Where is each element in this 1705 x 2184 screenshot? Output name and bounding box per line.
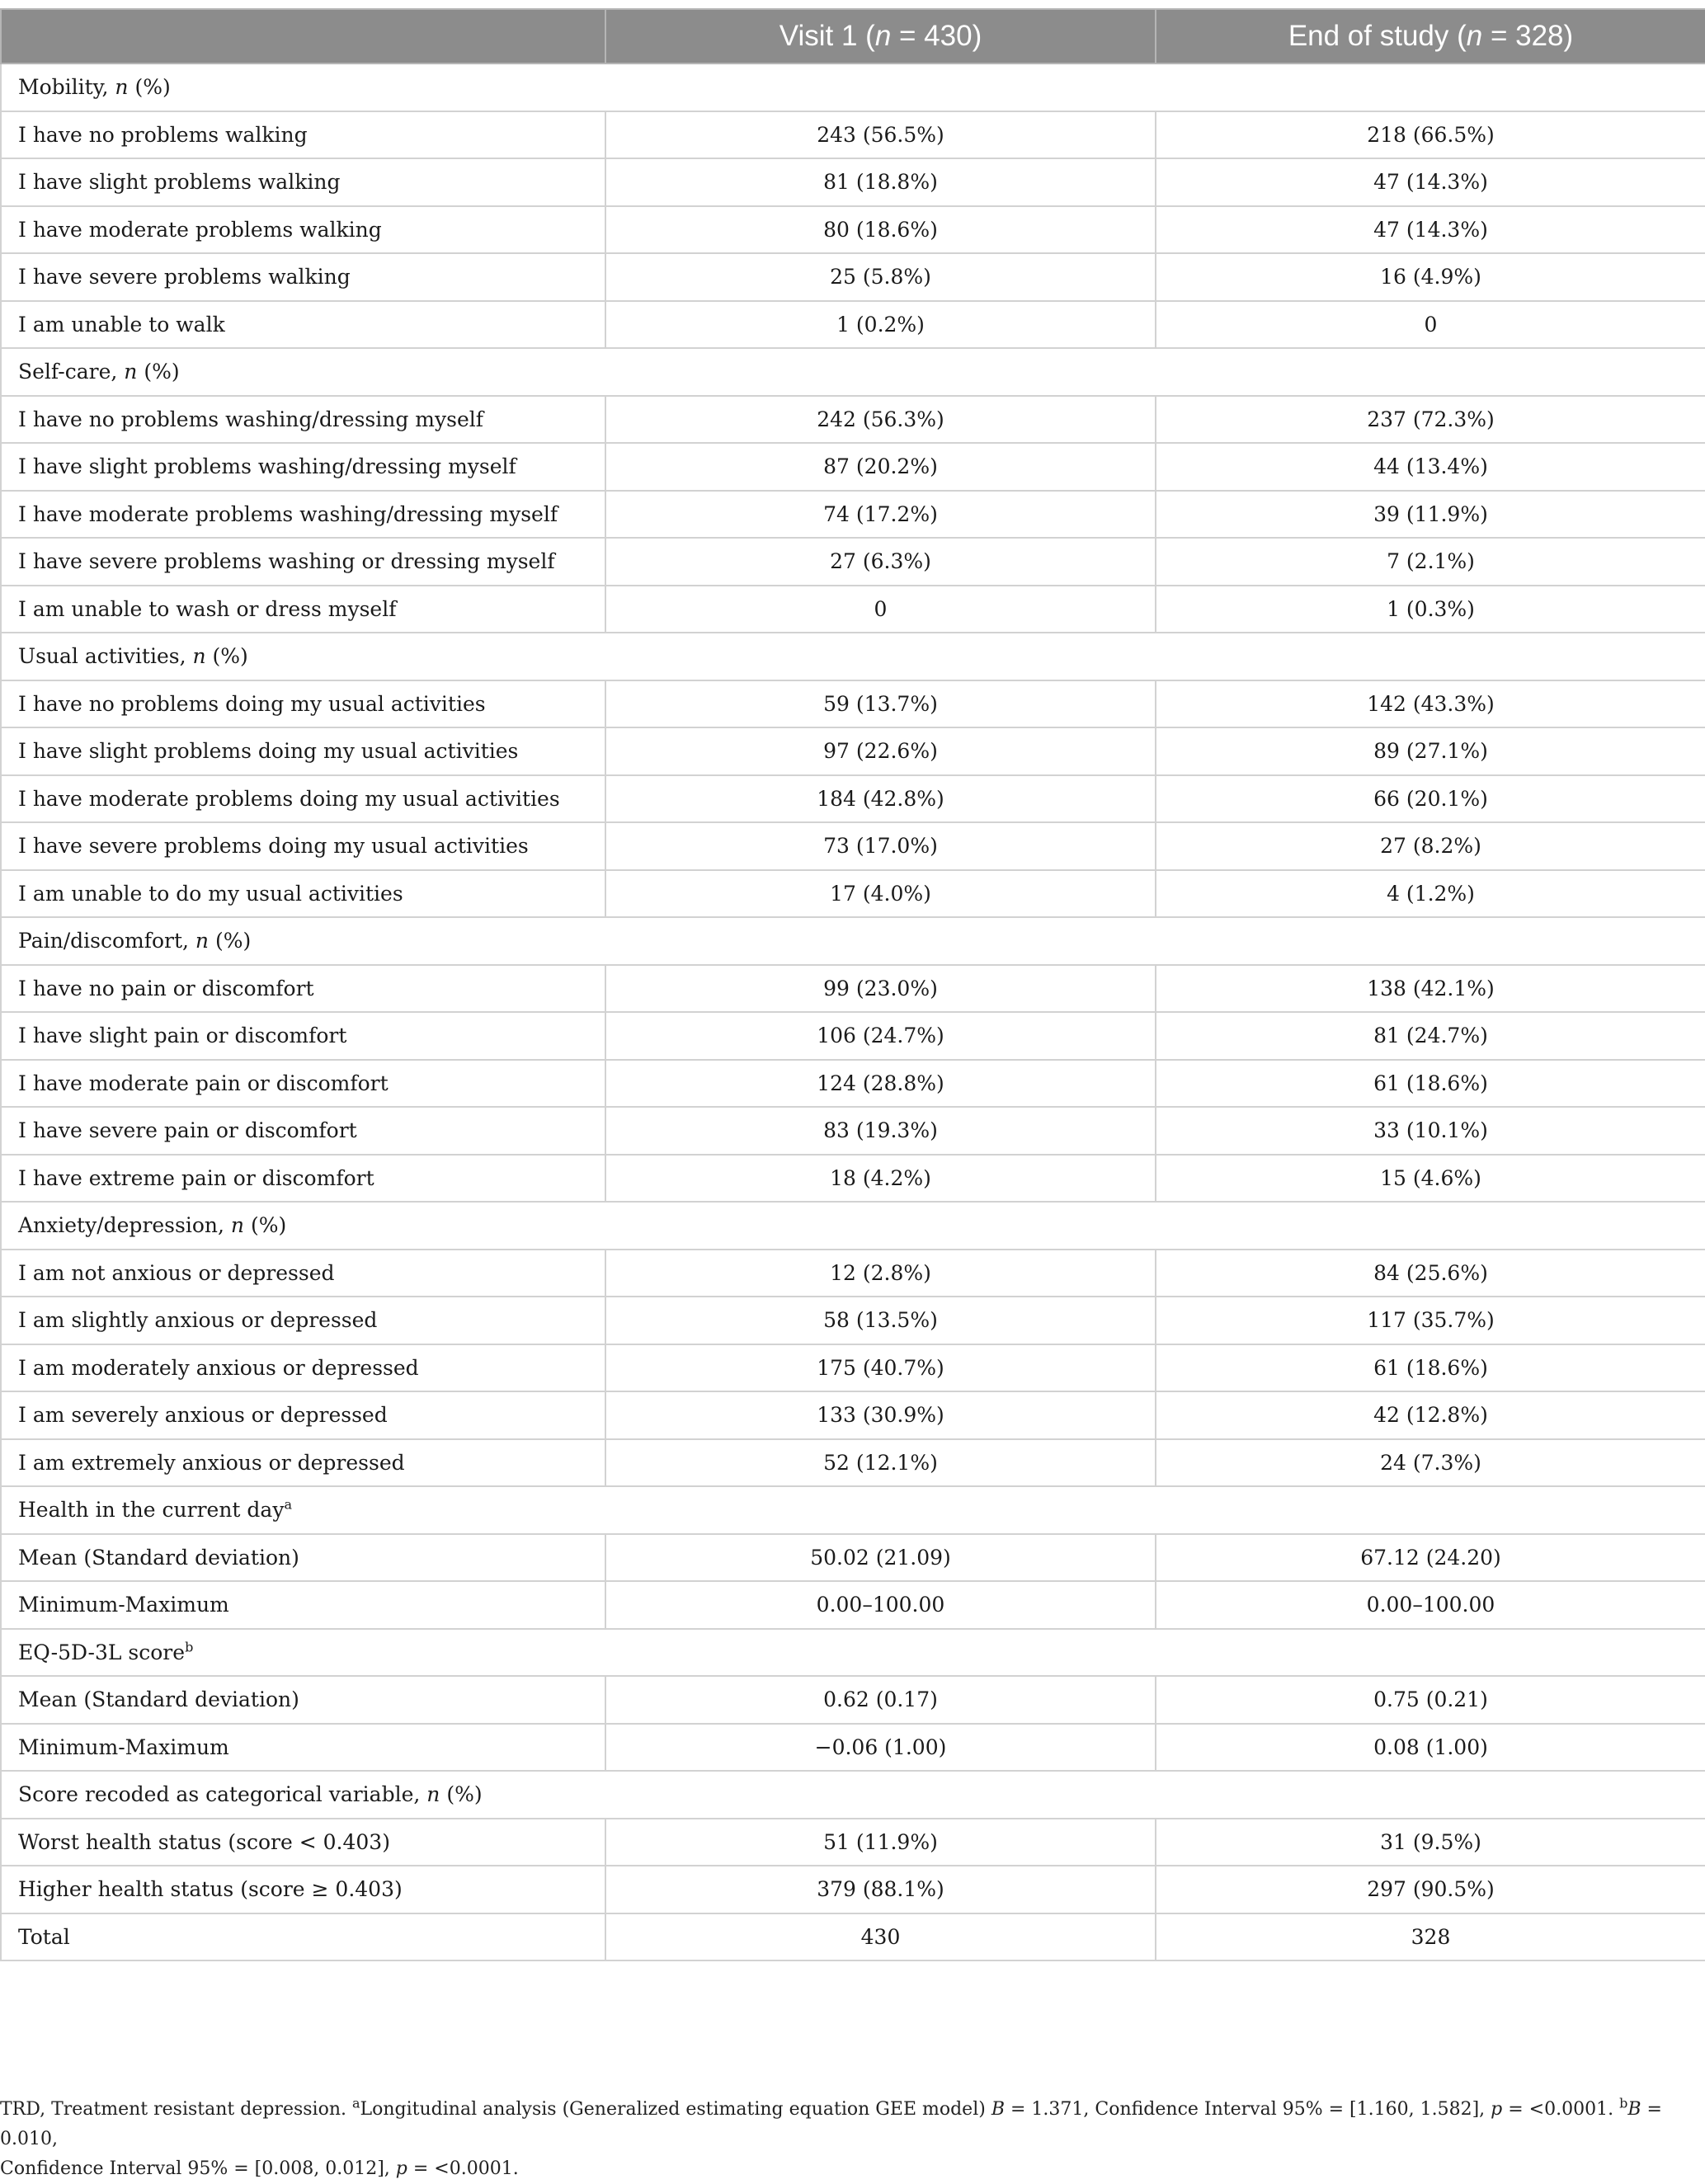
section-title-italic: n [426, 1782, 440, 1807]
end-of-study-value: 24 (7.3%) [1156, 1439, 1705, 1487]
row-label: Mean (Standard deviation) [1, 1534, 605, 1582]
footnote-text: Confidence Interval 95% = [0.008, 0.012], [0, 2158, 396, 2179]
row-label: Higher health status (score ≥ 0.403) [1, 1866, 605, 1913]
row-label: I am not anxious or depressed [1, 1250, 605, 1297]
row-label: I have moderate problems doing my usual activities [1, 775, 605, 823]
end-of-study-value: 47 (14.3%) [1156, 206, 1705, 254]
section-title [1, 1202, 1705, 1250]
end-of-study-value: 328 [1156, 1913, 1705, 1961]
section-header-row [1, 1771, 1705, 1819]
visit1-value: 106 (24.7%) [605, 1012, 1156, 1060]
end-of-study-value: 297 (90.5%) [1156, 1866, 1705, 1913]
header-end-n: n [1466, 20, 1483, 52]
visit1-value: 0.00–100.00 [605, 1581, 1156, 1629]
footnote-line-1 [0, 2095, 1705, 2154]
header-end-prefix: End of study ( [1288, 20, 1467, 52]
footnote-text: = 0.010, [0, 2099, 1662, 2149]
section-title-italic: n [124, 360, 138, 384]
visit1-value: 80 (18.6%) [605, 206, 1156, 254]
end-of-study-value: 89 (27.1%) [1156, 727, 1705, 775]
section-title-text: Usual activities, [18, 644, 193, 669]
row-label: I have slight problems washing/dressing myself [1, 443, 605, 491]
header-end-suffix: = 328) [1482, 20, 1574, 52]
table-row [1, 727, 1705, 775]
table-row [1, 538, 1705, 586]
section-title-italic: n [195, 929, 210, 953]
row-label: I have slight problems walking [1, 158, 605, 206]
table-row [1, 1724, 1705, 1772]
section-title-suffix: (%) [440, 1782, 483, 1807]
section-title-italic: n [192, 644, 206, 669]
table-row [1, 680, 1705, 728]
end-of-study-value: 16 (4.9%) [1156, 253, 1705, 301]
section-title-text: Anxiety/depression, [18, 1213, 231, 1238]
visit1-value: 50.02 (21.09) [605, 1534, 1156, 1582]
section-title-italic: n [230, 1213, 244, 1238]
visit1-value: 124 (28.8%) [605, 1060, 1156, 1108]
section-title-text: Mobility, [18, 75, 115, 100]
end-of-study-value: 47 (14.3%) [1156, 158, 1705, 206]
visit1-value: 0 [605, 586, 1156, 633]
eq5d-table [0, 8, 1705, 1961]
end-of-study-value: 84 (25.6%) [1156, 1250, 1705, 1297]
visit1-value: 52 (12.1%) [605, 1439, 1156, 1487]
header-visit1-n: n [874, 20, 892, 52]
row-label: I am unable to walk [1, 301, 605, 349]
table-row [1, 301, 1705, 349]
end-of-study-value: 142 (43.3%) [1156, 680, 1705, 728]
row-label: I have no problems walking [1, 111, 605, 159]
table-row [1, 1913, 1705, 1961]
end-of-study-value: 7 (2.1%) [1156, 538, 1705, 586]
header-visit1 [605, 9, 1156, 64]
table-row [1, 1012, 1705, 1060]
visit1-value: 430 [605, 1913, 1156, 1961]
visit1-value: 175 (40.7%) [605, 1344, 1156, 1392]
table-row [1, 1250, 1705, 1297]
row-label: I have severe pain or discomfort [1, 1107, 605, 1155]
row-label: I am unable to do my usual activities [1, 870, 605, 918]
end-of-study-value: 0.75 (0.21) [1156, 1676, 1705, 1724]
row-label: Worst health status (score < 0.403) [1, 1819, 605, 1866]
table-row [1, 253, 1705, 301]
footnote-text: Longitudinal analysis (Generalized estimating equation GEE model) [360, 2099, 991, 2120]
row-label: I have no pain or discomfort [1, 965, 605, 1013]
visit1-value: 12 (2.8%) [605, 1250, 1156, 1297]
footnote-sup-a: a [351, 2095, 360, 2111]
visit1-value: 242 (56.3%) [605, 396, 1156, 444]
table-row [1, 1344, 1705, 1392]
row-label: I have slight pain or discomfort [1, 1012, 605, 1060]
visit1-value: 18 (4.2%) [605, 1155, 1156, 1203]
visit1-value: 59 (13.7%) [605, 680, 1156, 728]
row-label: I have severe problems doing my usual activities [1, 822, 605, 870]
table-row [1, 1107, 1705, 1155]
end-of-study-value: 218 (66.5%) [1156, 111, 1705, 159]
visit1-value: 0.62 (0.17) [605, 1676, 1156, 1724]
visit1-value: 81 (18.8%) [605, 158, 1156, 206]
table-row [1, 158, 1705, 206]
section-title [1, 64, 1705, 111]
section-header-row [1, 1629, 1705, 1677]
end-of-study-value: 42 (12.8%) [1156, 1391, 1705, 1439]
footnote-line-2 [0, 2154, 1705, 2184]
end-of-study-value: 67.12 (24.20) [1156, 1534, 1705, 1582]
visit1-value: 27 (6.3%) [605, 538, 1156, 586]
visit1-value: 73 (17.0%) [605, 822, 1156, 870]
visit1-value: 1 (0.2%) [605, 301, 1156, 349]
row-label: I am unable to wash or dress myself [1, 586, 605, 633]
header-row [1, 9, 1705, 64]
table-row [1, 396, 1705, 444]
header-end-of-study [1156, 9, 1705, 64]
end-of-study-value: 27 (8.2%) [1156, 822, 1705, 870]
eq5d-table-container [0, 8, 1705, 1961]
end-of-study-value: 61 (18.6%) [1156, 1060, 1705, 1108]
table-row [1, 1866, 1705, 1913]
end-of-study-value: 44 (13.4%) [1156, 443, 1705, 491]
header-visit1-suffix: = 430) [891, 20, 982, 52]
end-of-study-value: 4 (1.2%) [1156, 870, 1705, 918]
end-of-study-value: 0.08 (1.00) [1156, 1724, 1705, 1772]
footnote-italic-p: p [395, 2158, 407, 2179]
visit1-value: 243 (56.5%) [605, 111, 1156, 159]
table-row [1, 1155, 1705, 1203]
section-header-row [1, 348, 1705, 396]
header-empty-cell [1, 9, 605, 64]
section-title-suffix: (%) [205, 644, 248, 669]
row-label: Minimum-Maximum [1, 1724, 605, 1772]
table-row [1, 1676, 1705, 1724]
table-row [1, 1819, 1705, 1866]
end-of-study-value: 31 (9.5%) [1156, 1819, 1705, 1866]
visit1-value: 97 (22.6%) [605, 727, 1156, 775]
footnote-italic-p: p [1491, 2099, 1503, 2120]
end-of-study-value: 1 (0.3%) [1156, 586, 1705, 633]
row-label: I am severely anxious or depressed [1, 1391, 605, 1439]
table-row [1, 1391, 1705, 1439]
footnote-text: = <0.0001. [407, 2158, 519, 2179]
row-label: Mean (Standard deviation) [1, 1676, 605, 1724]
section-title [1, 1771, 1705, 1819]
footnote-text: TRD, Treatment resistant depression. [0, 2099, 352, 2120]
end-of-study-value: 66 (20.1%) [1156, 775, 1705, 823]
visit1-value: 17 (4.0%) [605, 870, 1156, 918]
section-title-text: Health in the current day [18, 1498, 285, 1523]
row-label: I have moderate pain or discomfort [1, 1060, 605, 1108]
row-label: I have severe problems washing or dressing myself [1, 538, 605, 586]
row-label: I am slightly anxious or depressed [1, 1297, 605, 1344]
end-of-study-value: 33 (10.1%) [1156, 1107, 1705, 1155]
table-row [1, 1060, 1705, 1108]
section-header-row [1, 64, 1705, 111]
section-title [1, 1629, 1705, 1677]
row-label: I am moderately anxious or depressed [1, 1344, 605, 1392]
end-of-study-value: 0.00–100.00 [1156, 1581, 1705, 1629]
end-of-study-value: 61 (18.6%) [1156, 1344, 1705, 1392]
end-of-study-value: 117 (35.7%) [1156, 1297, 1705, 1344]
end-of-study-value: 39 (11.9%) [1156, 491, 1705, 539]
table-header [1, 9, 1705, 64]
visit1-value: 83 (19.3%) [605, 1107, 1156, 1155]
table-row [1, 965, 1705, 1013]
section-title-suffix: (%) [137, 360, 180, 384]
end-of-study-value: 15 (4.6%) [1156, 1155, 1705, 1203]
section-title [1, 1486, 1705, 1534]
table-row [1, 775, 1705, 823]
table-row [1, 491, 1705, 539]
table-row [1, 111, 1705, 159]
visit1-value: 87 (20.2%) [605, 443, 1156, 491]
row-label: I have no problems washing/dressing myself [1, 396, 605, 444]
section-title-text: Score recoded as categorical variable, [18, 1782, 427, 1807]
footnote-italic-b: B [991, 2099, 1005, 2120]
section-title [1, 348, 1705, 396]
visit1-value: 51 (11.9%) [605, 1819, 1156, 1866]
footnote-text: = <0.0001. [1502, 2099, 1620, 2120]
row-label: I have severe problems walking [1, 253, 605, 301]
table-row [1, 1534, 1705, 1582]
section-title-superscript: b [185, 1639, 194, 1655]
footnote-italic-b: B [1627, 2099, 1641, 2120]
visit1-value: 99 (23.0%) [605, 965, 1156, 1013]
visit1-value: 58 (13.5%) [605, 1297, 1156, 1344]
row-label: Total [1, 1913, 605, 1961]
visit1-value: −0.06 (1.00) [605, 1724, 1156, 1772]
section-header-row [1, 633, 1705, 680]
visit1-value: 74 (17.2%) [605, 491, 1156, 539]
section-title-superscript: a [284, 1496, 292, 1513]
table-row [1, 822, 1705, 870]
section-header-row [1, 1202, 1705, 1250]
end-of-study-value: 81 (24.7%) [1156, 1012, 1705, 1060]
visit1-value: 379 (88.1%) [605, 1866, 1156, 1913]
table-row [1, 870, 1705, 918]
section-title-text: Self-care, [18, 360, 125, 384]
section-title-italic: n [115, 75, 129, 100]
row-label: I am extremely anxious or depressed [1, 1439, 605, 1487]
table-row [1, 206, 1705, 254]
visit1-value: 184 (42.8%) [605, 775, 1156, 823]
table-row [1, 1581, 1705, 1629]
visit1-value: 25 (5.8%) [605, 253, 1156, 301]
section-title-text: EQ-5D-3L score [18, 1640, 186, 1664]
section-title-suffix: (%) [128, 75, 171, 100]
visit1-value: 133 (30.9%) [605, 1391, 1156, 1439]
end-of-study-value: 0 [1156, 301, 1705, 349]
footnote-text: = 1.371, Confidence Interval 95% = [1.160, 1.582], [1005, 2099, 1491, 2120]
table-row [1, 443, 1705, 491]
footnote-sup-b: b [1619, 2095, 1628, 2111]
table-row [1, 1297, 1705, 1344]
table-body [1, 64, 1705, 1960]
section-title-text: Pain/discomfort, [18, 929, 195, 953]
row-label: I have extreme pain or discomfort [1, 1155, 605, 1203]
table-footnote [0, 2095, 1705, 2184]
section-title [1, 917, 1705, 965]
row-label: Minimum-Maximum [1, 1581, 605, 1629]
row-label: I have no problems doing my usual activities [1, 680, 605, 728]
end-of-study-value: 237 (72.3%) [1156, 396, 1705, 444]
section-header-row [1, 917, 1705, 965]
header-visit1-prefix: Visit 1 ( [779, 20, 875, 52]
row-label: I have slight problems doing my usual activities [1, 727, 605, 775]
section-header-row [1, 1486, 1705, 1534]
table-row [1, 586, 1705, 633]
table-row [1, 1439, 1705, 1487]
row-label: I have moderate problems washing/dressing myself [1, 491, 605, 539]
row-label: I have moderate problems walking [1, 206, 605, 254]
section-title [1, 633, 1705, 680]
section-title-suffix: (%) [209, 929, 252, 953]
section-title-suffix: (%) [244, 1213, 287, 1238]
end-of-study-value: 138 (42.1%) [1156, 965, 1705, 1013]
